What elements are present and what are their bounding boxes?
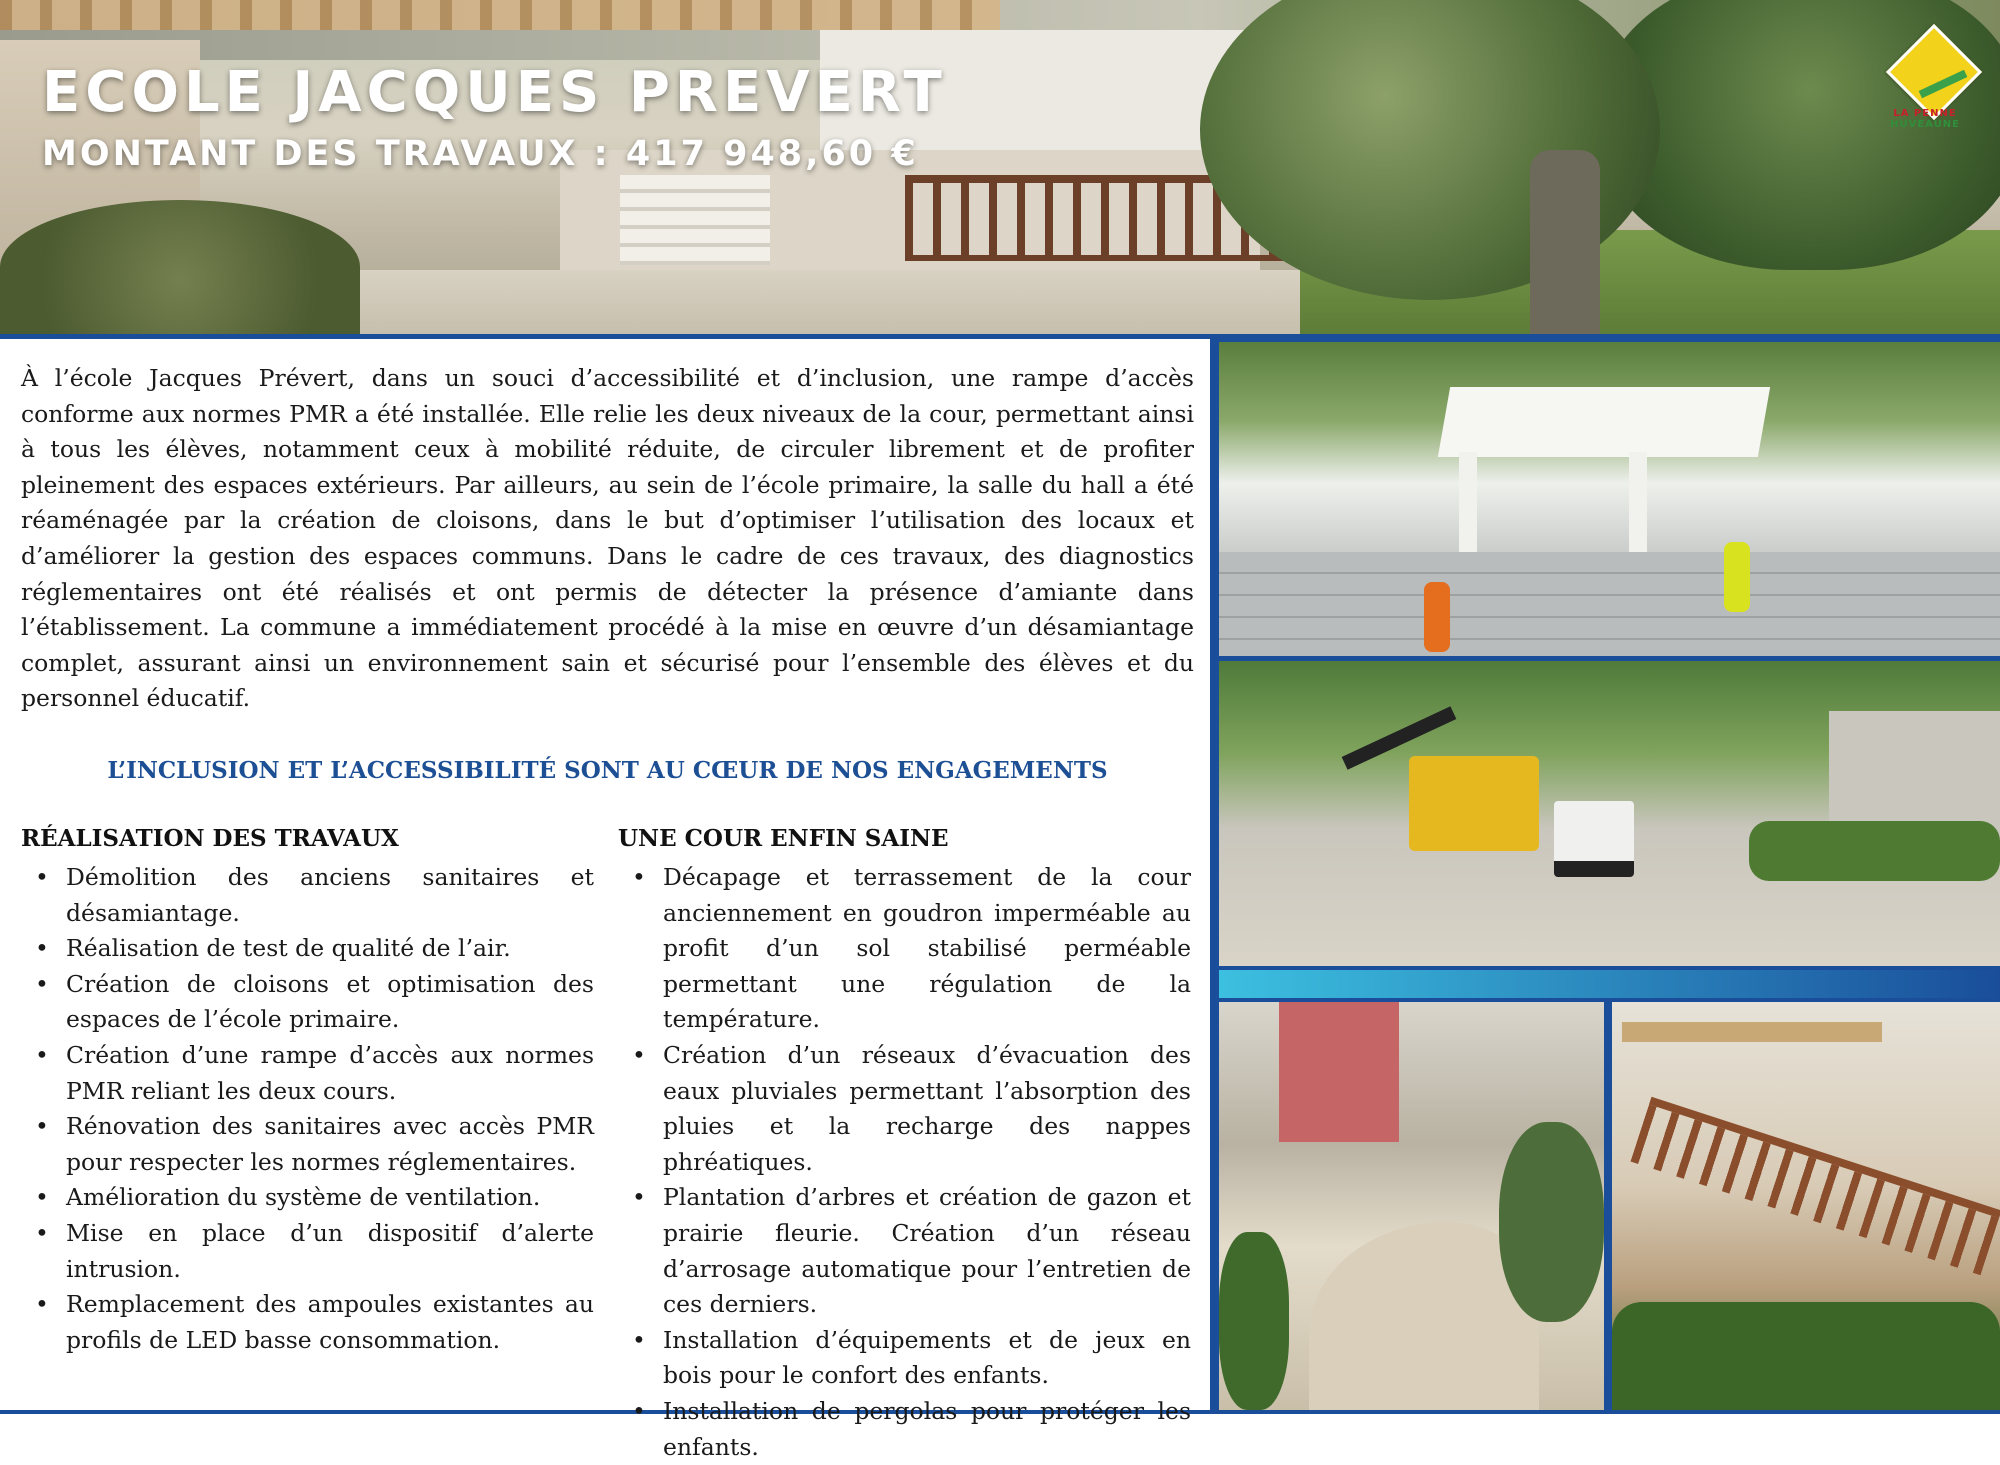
excavator bbox=[1409, 756, 1539, 851]
shelter-roof bbox=[1438, 387, 1770, 457]
bullet-icon: • bbox=[35, 1112, 49, 1141]
list-item bbox=[21, 1216, 594, 1287]
list-item-text: Création de cloisons et optimisation des espaces de l’école primaire. bbox=[66, 969, 594, 1034]
bullet-icon: • bbox=[35, 1290, 49, 1319]
intro-paragraph: À l’école Jacques Prévert, dans un souci d’accessibilité et d’inclusion, une rampe d’accès conforme aux normes PMR a été installée. Elle relie les deux niveaux de la cour, permettant ainsi à tous les élèves, notamment ceux à mobilité réduite, de circuler librement et de profiter pleinement des espaces extérieurs. Par ailleurs, au sein de l’école primaire, la salle du hall a été réaménagée par la création de cloisons, dans le but d’optimiser l’utilisation des locaux et d’améliorer la gestion des espaces communs. Dans le cadre de ces travaux, des diagnostics réglementaires ont été réalisés et ont permis de détecter la présence d’amiante dans l’établissement. La commune a immédiatement procédé à la mise en œuvre d’un désamiantage complet, assurant ainsi un environnement sain et sécurisé pour l’ensemble des élèves et du personnel éducatif. bbox=[21, 364, 1194, 713]
courtyard-list bbox=[618, 860, 1191, 1465]
hero-bush bbox=[0, 200, 360, 334]
list-item bbox=[618, 1038, 1191, 1180]
logo-diamond-shape bbox=[1886, 24, 1982, 120]
list-item bbox=[21, 1287, 594, 1358]
tagline: L’INCLUSION ET L’ACCESSIBILITÉ SONT AU CŒUR DE NOS ENGAGEMENTS bbox=[107, 757, 1108, 784]
list-item-text: Création d’un réseaux d’évacuation des eaux pluviales permettant l’absorption des pluies et la recharge des nappes phréatiques. bbox=[663, 1040, 1191, 1176]
garden-bed bbox=[1612, 1302, 2000, 1410]
list-item-text: Création d’une rampe d’accès aux normes PMR reliant les deux cours. bbox=[66, 1040, 594, 1105]
worker-figure bbox=[1724, 542, 1750, 612]
hero-pergola bbox=[0, 0, 1000, 30]
hedge bbox=[1749, 821, 2000, 881]
list-item-text: Remplacement des ampoules existantes au profils de LED basse consommation. bbox=[66, 1290, 594, 1354]
block-wall bbox=[1219, 552, 2000, 656]
list-item bbox=[618, 1180, 1191, 1322]
page-title: ECOLE JACQUES PREVERT bbox=[42, 60, 947, 125]
hero-steps bbox=[620, 175, 770, 265]
pergola bbox=[1622, 1022, 1882, 1042]
construction-photo-retaining-wall bbox=[1219, 342, 2000, 656]
list-item-text: Installation de pergolas pour protéger les enfants. bbox=[663, 1396, 1191, 1461]
bullet-icon: • bbox=[35, 1218, 49, 1247]
bullet-icon: • bbox=[35, 1183, 49, 1212]
logo-text-part-1: LA PENNE bbox=[1893, 108, 1957, 119]
list-item bbox=[618, 860, 1191, 1038]
bullet-icon: • bbox=[632, 863, 646, 891]
bullet-icon: • bbox=[632, 1040, 646, 1069]
bullet-icon: • bbox=[632, 1396, 646, 1425]
works-column bbox=[21, 821, 594, 1358]
bullet-icon: • bbox=[35, 969, 49, 998]
bullet-icon: • bbox=[35, 1040, 49, 1069]
works-list bbox=[21, 860, 594, 1358]
list-item-text: Rénovation des sanitaires avec accès PMR pour respecter les normes réglementaires. bbox=[66, 1112, 594, 1176]
tree bbox=[1499, 1122, 1604, 1322]
works-heading: RÉALISATION DES TRAVAUX bbox=[21, 825, 399, 852]
hero-tree-trunk bbox=[1530, 150, 1600, 334]
shrub bbox=[1219, 1232, 1289, 1410]
list-item bbox=[21, 1109, 594, 1180]
bullet-icon: • bbox=[632, 1325, 646, 1354]
bullet-icon: • bbox=[35, 934, 49, 963]
photo-new-courtyard-path bbox=[1219, 1002, 1604, 1410]
courtyard-column bbox=[618, 821, 1191, 1465]
list-item bbox=[21, 1038, 594, 1109]
list-item-text: Installation d’équipements et de jeux en bois pour le confort des enfants. bbox=[663, 1325, 1191, 1390]
list-item bbox=[21, 967, 594, 1038]
mini-loader bbox=[1554, 801, 1634, 877]
red-building bbox=[1279, 1002, 1399, 1142]
logo-text bbox=[1870, 108, 1980, 130]
worker-figure bbox=[1424, 582, 1450, 652]
list-item bbox=[21, 931, 594, 967]
logo-text-part-2: HUVEAUNE bbox=[1890, 119, 1960, 130]
list-item bbox=[618, 1323, 1191, 1394]
list-item-text: Plantation d’arbres et création de gazon et prairie fleurie. Création d’un réseau d’arrosage automatique pour l’entretien de ces derniers. bbox=[663, 1183, 1191, 1319]
courtyard-heading: UNE COUR ENFIN SAINE bbox=[618, 825, 949, 852]
list-item-text: Mise en place d’un dispositif d’alerte intrusion. bbox=[66, 1218, 594, 1283]
gradient-band bbox=[1219, 970, 2000, 998]
list-item bbox=[21, 860, 594, 931]
construction-photo-excavation bbox=[1219, 661, 2000, 966]
list-item-text: Réalisation de test de qualité de l’air. bbox=[66, 934, 511, 963]
photo-ramp-with-wooden-railing bbox=[1612, 1002, 2000, 1410]
bullet-icon: • bbox=[35, 863, 49, 891]
town-logo bbox=[1870, 28, 1980, 138]
list-item-text: Amélioration du système de ventilation. bbox=[66, 1183, 541, 1212]
list-item bbox=[21, 1180, 594, 1216]
wooden-railing bbox=[1630, 1097, 2000, 1275]
bullet-icon: • bbox=[632, 1183, 646, 1212]
list-item-text: Démolition des anciens sanitaires et désamiantage. bbox=[66, 863, 594, 927]
list-item bbox=[618, 1394, 1191, 1465]
list-item-text: Décapage et terrassement de la cour anciennement en goudron imperméable au profit d’un sol stabilisé perméable permettant une régulation de la température. bbox=[663, 863, 1191, 1034]
page-subtitle-budget: MONTANT DES TRAVAUX : 417 948,60 € bbox=[42, 134, 919, 174]
